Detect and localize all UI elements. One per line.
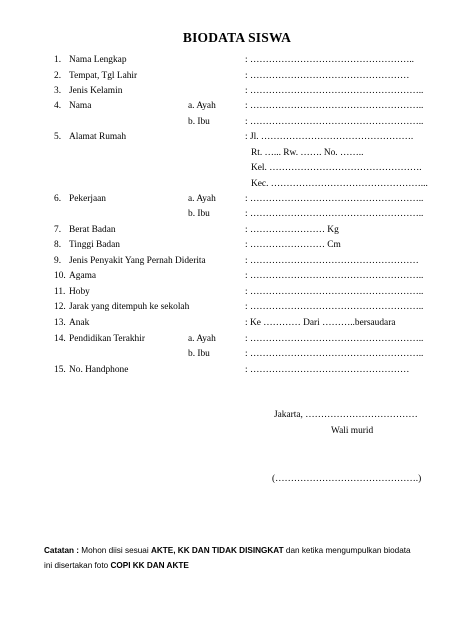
signature-name-line: (……………………………………….) <box>272 474 422 484</box>
row-sublabel: b. Ibu <box>188 117 210 127</box>
row-value: : ……………………………………………….. <box>245 287 424 297</box>
form-row <box>0 363 474 378</box>
address-row <box>0 146 474 161</box>
row-value: : ……………………………………………….. <box>245 101 424 111</box>
row-number: 5. <box>54 132 62 142</box>
signature-role: Wali murid <box>331 426 374 436</box>
form-row <box>0 347 474 362</box>
form-row <box>0 84 474 99</box>
row-label: Pekerjaan <box>69 194 106 204</box>
form-row <box>0 238 474 253</box>
row-value: : ……………………………………………….. <box>245 86 424 96</box>
row-value: : ……………………………………………….. <box>245 271 424 281</box>
row-value: : ……………………………………………….. <box>245 334 424 344</box>
form-row <box>0 254 474 269</box>
row-value: : …………………………………………… <box>245 71 410 81</box>
signature-place-date: Jakarta, ……………………………… <box>274 410 418 420</box>
row-number: 14. <box>54 334 66 344</box>
form-row <box>0 69 474 84</box>
row-number: 4. <box>54 101 62 111</box>
row-number: 12. <box>54 302 66 312</box>
note-text-3: ini disertakan foto <box>44 561 111 570</box>
row-sublabel: b. Ibu <box>188 349 210 359</box>
row-sublabel: a. Ayah <box>188 334 216 344</box>
row-sublabel: a. Ayah <box>188 194 216 204</box>
row-number: 2. <box>54 71 62 81</box>
note-bold-2: COPI KK DAN AKTE <box>110 561 189 570</box>
row-number: 7. <box>54 225 62 235</box>
row-value: : …………………… Cm <box>245 240 341 250</box>
row-value: : ……………………………………………….. <box>245 209 424 219</box>
row-sublabel: b. Ibu <box>188 209 210 219</box>
address-line: Rt. …... Rw. ……. No. …….. <box>251 148 364 158</box>
row-value: : ……………………………………………….. <box>245 302 424 312</box>
row-number: 8. <box>54 240 62 250</box>
row-number: 11. <box>54 287 66 297</box>
row-value: : …………………… Kg <box>245 225 339 235</box>
row-number: 10. <box>54 271 66 281</box>
row-label: No. Handphone <box>69 365 129 375</box>
row-label: Tinggi Badan <box>69 240 120 250</box>
form-row <box>0 300 474 315</box>
address-line: Kel. …………………………………………. <box>251 163 422 173</box>
address-row <box>0 177 474 192</box>
document-title: BIODATA SISWA <box>182 30 292 45</box>
address-row <box>0 161 474 176</box>
row-value: : ……………………………………………….. <box>245 194 424 204</box>
row-number: 6. <box>54 194 62 204</box>
row-label: Nama <box>69 101 92 111</box>
row-label: Jarak yang ditempuh ke sekolah <box>69 302 190 312</box>
row-value: : ……………………………………………….. <box>245 117 424 127</box>
form-row <box>0 223 474 238</box>
row-value: : ……………………………………………… <box>245 256 419 266</box>
note-text-1: Mohon diisi sesuai <box>79 546 151 555</box>
row-label: Hoby <box>69 287 90 297</box>
note-bold-1: AKTE, KK DAN TIDAK DISINGKAT <box>150 546 284 555</box>
row-value: : Jl. …………………………………………. <box>245 132 414 142</box>
row-value: : ……………………………………………….. <box>245 349 424 359</box>
form-row <box>0 316 474 331</box>
row-label: Nama Lengkap <box>69 55 127 65</box>
address-line: Kec. …………………………………………... <box>251 179 428 189</box>
row-label: Anak <box>69 318 90 328</box>
form-row <box>0 332 474 347</box>
row-sublabel: a. Ayah <box>188 101 216 111</box>
row-label: Berat Badan <box>69 225 116 235</box>
row-value: : …………………………………………….. <box>245 55 415 65</box>
form-row <box>0 130 474 145</box>
row-number: 13. <box>54 318 66 328</box>
note-text-2: dan ketika mengumpulkan biodata <box>283 546 411 555</box>
row-label: Pendidikan Terakhir <box>69 334 145 344</box>
row-label: Agama <box>69 271 97 281</box>
row-value: : Ke ………… Dari ………..bersaudara <box>245 318 396 328</box>
row-number: 15. <box>54 365 66 375</box>
form-row <box>0 207 474 222</box>
note <box>44 543 444 573</box>
form-row <box>0 192 474 207</box>
form-row <box>0 53 474 68</box>
row-label: Tempat, Tgl Lahir <box>69 71 138 81</box>
note-label: Catatan : <box>44 546 80 555</box>
row-value: : …………………………………………… <box>245 365 410 375</box>
row-number: 1. <box>54 55 62 65</box>
form-row <box>0 285 474 300</box>
row-label: Jenis Penyakit Yang Pernah Diderita <box>69 256 206 266</box>
form-row <box>0 99 474 114</box>
row-label: Alamat Rumah <box>69 132 127 142</box>
row-label: Jenis Kelamin <box>69 86 123 96</box>
form-row <box>0 269 474 284</box>
form-row <box>0 115 474 130</box>
row-number: 9. <box>54 256 62 266</box>
row-number: 3. <box>54 86 62 96</box>
